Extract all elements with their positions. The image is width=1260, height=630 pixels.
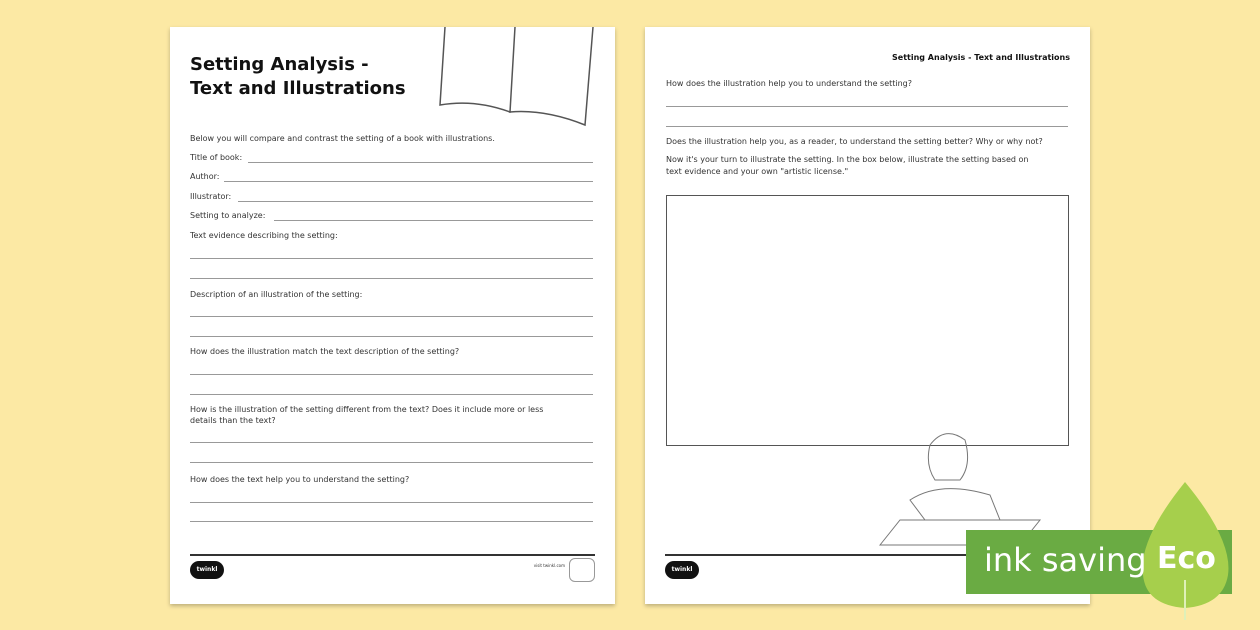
answer-line[interactable] <box>190 258 593 259</box>
field-author-label: Author: <box>190 172 220 181</box>
eco-label: Eco <box>1157 541 1216 576</box>
question-7: Does the illustration help you, as a reader, to understand the setting better? Why or why not? <box>666 137 1043 146</box>
footer-rule <box>190 554 595 556</box>
worksheet-page-2 <box>645 27 1090 604</box>
open-book-illustration <box>435 27 600 127</box>
title-line-1: Setting Analysis - <box>190 54 369 75</box>
field-author-line[interactable] <box>224 181 593 182</box>
field-title-line[interactable] <box>248 162 593 163</box>
twinkl-logo: twinkl <box>190 561 224 579</box>
footer-url[interactable]: visit twinkl.com <box>533 563 565 568</box>
answer-line[interactable] <box>190 336 593 337</box>
answer-line[interactable] <box>190 278 593 279</box>
ink-saving-label: ink saving <box>984 541 1147 579</box>
page-header: Setting Analysis - Text and Illustrations <box>892 53 1070 62</box>
question-6: How does the illustration help you to understand the setting? <box>666 79 913 88</box>
twinkl-logo: twinkl <box>665 561 699 579</box>
answer-line[interactable] <box>666 106 1068 107</box>
title-line-2: Text and Illustrations <box>190 78 406 99</box>
field-setting-label: Setting to analyze: <box>190 211 266 220</box>
field-illustrator-line[interactable] <box>238 201 593 202</box>
intro-text: Below you will compare and contrast the setting of a book with illustrations. <box>190 134 495 143</box>
field-title-label: Title of book: <box>190 153 243 162</box>
answer-line[interactable] <box>190 442 593 443</box>
question-3: How does the illustration match the text description of the setting? <box>190 347 460 356</box>
page-title <box>190 53 406 101</box>
field-setting-line[interactable] <box>274 220 593 221</box>
answer-line[interactable] <box>666 126 1068 127</box>
drawing-box[interactable] <box>666 195 1069 446</box>
question-1: Text evidence describing the setting: <box>190 231 338 240</box>
answer-line[interactable] <box>190 316 593 317</box>
field-illustrator-label: Illustrator: <box>190 192 232 201</box>
question-5: How does the text help you to understand the setting? <box>190 475 410 484</box>
answer-line[interactable] <box>190 462 593 463</box>
question-8b: text evidence and your own "artistic license." <box>666 167 849 176</box>
question-2: Description of an illustration of the setting: <box>190 290 363 299</box>
question-4a: How is the illustration of the setting different from the text? Does it include more or less <box>190 405 544 414</box>
answer-line[interactable] <box>190 502 593 503</box>
worksheet-page-1 <box>170 27 615 604</box>
answer-line[interactable] <box>190 394 593 395</box>
twinkl-badge-icon <box>569 558 595 582</box>
answer-line[interactable] <box>190 374 593 375</box>
question-8a: Now it's your turn to illustrate the setting. In the box below, illustrate the setting based on <box>666 155 1029 164</box>
answer-line[interactable] <box>190 521 593 522</box>
question-4b: details than the text? <box>190 416 276 425</box>
